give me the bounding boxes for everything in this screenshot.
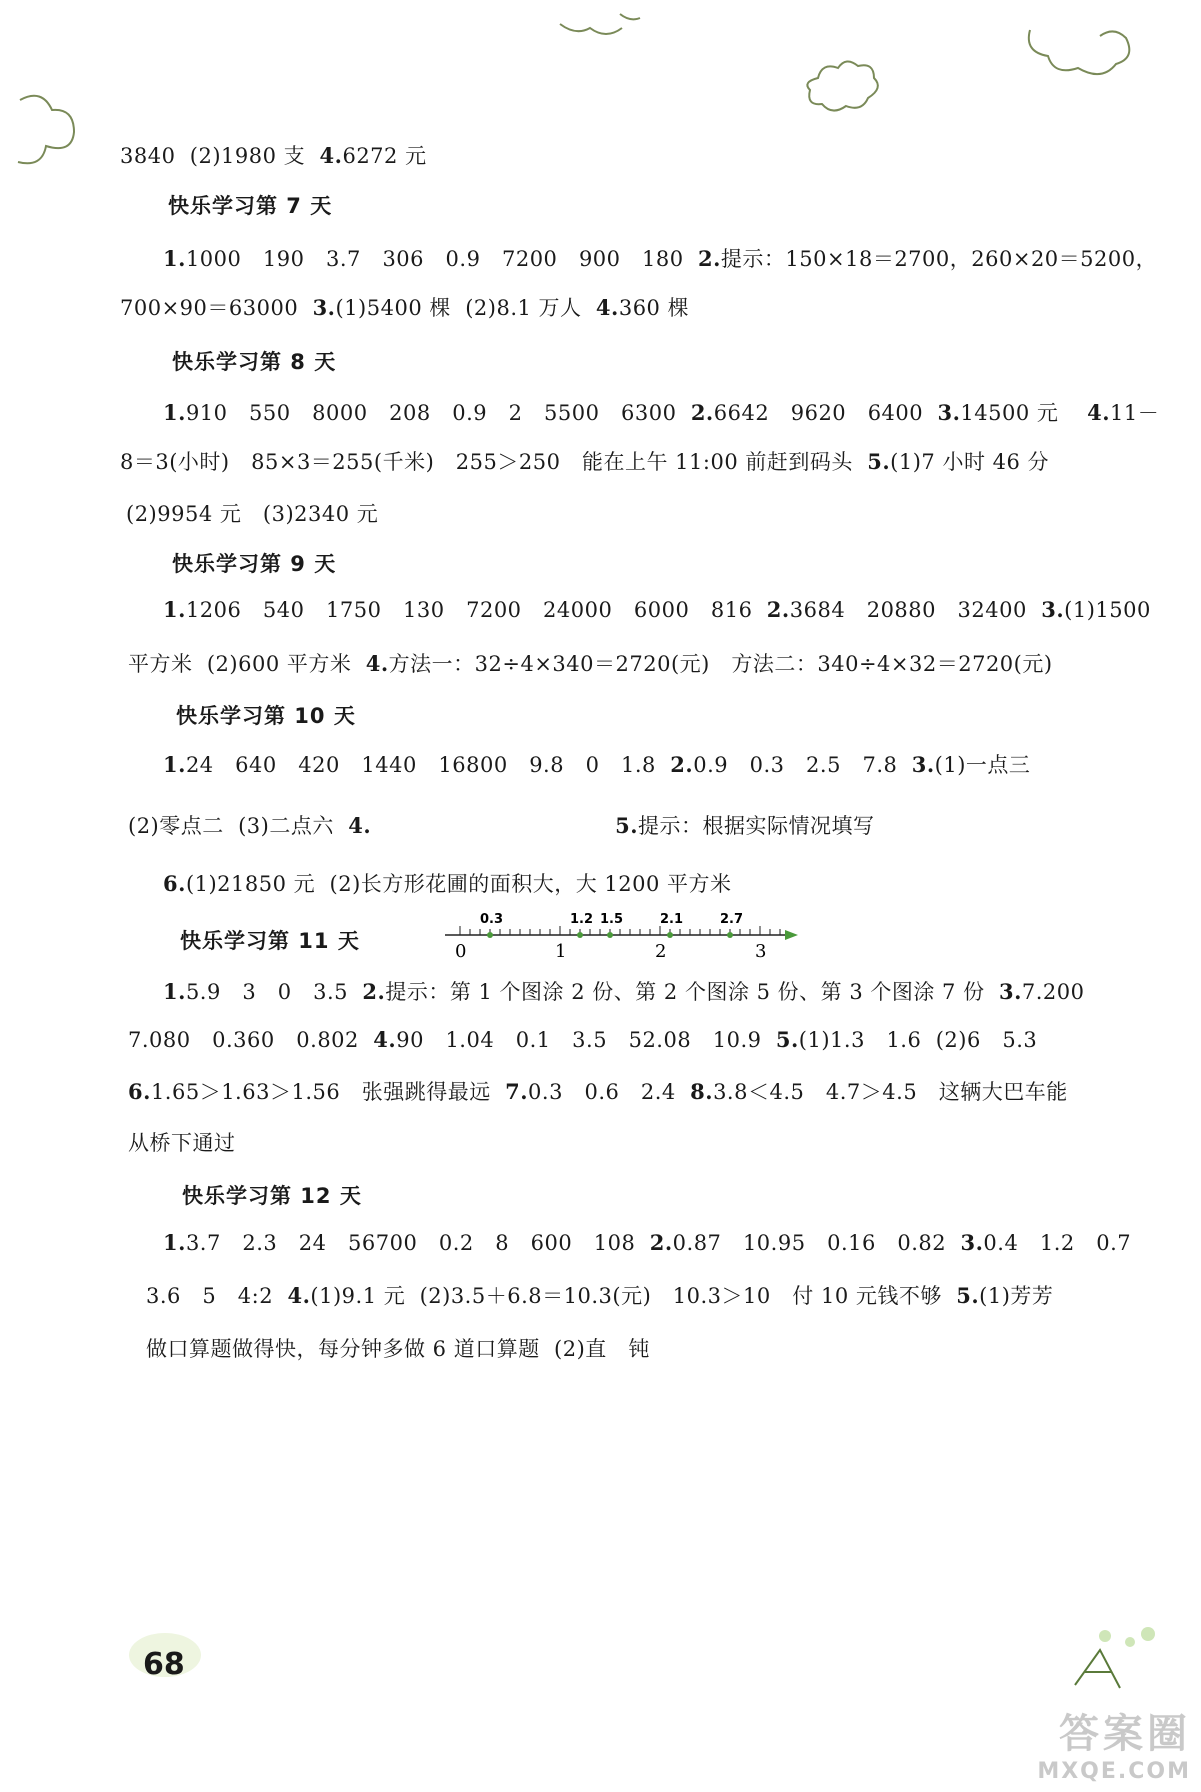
section-title: 快乐学习第 11 天 (180, 929, 360, 953)
watermark: 答案圈 MXQE.COM (1037, 1711, 1191, 1784)
answer-line: 1.24 640 420 1440 16800 9.8 0 1.8 2.0.9 0.3 2.5 7.8 3.(1)一点三 (163, 752, 1031, 777)
answer-line: 平方米 (2)600 平方米 4.方法一：32÷4×340＝2720(元) 方法二：340÷4×32＝2720(元) (128, 651, 1053, 676)
point-mark (577, 932, 583, 938)
point-mark (607, 932, 613, 938)
footer-decoration (0, 1610, 1201, 1792)
answer-line: 7.080 0.360 0.802 4.90 1.04 0.1 3.5 52.08 10.9 5.(1)1.3 1.6 (2)6 5.3 (128, 1027, 1038, 1052)
answer-line: 8＝3(小时) 85×3＝255(千米) 255＞250 能在上午 11:00 前赶到码头 5.(1)7 小时 46 分 (120, 449, 1050, 474)
number-line (440, 908, 810, 968)
answer-line: 从桥下通过 (128, 1131, 236, 1155)
answer-line: 做口算题做得快，每分钟多做 6 道口算题 (2)直 钝 (146, 1337, 650, 1361)
point-label: 1.2 (570, 912, 594, 927)
point-label: 0.3 (480, 912, 504, 927)
answer-line: 6.(1)21850 元 (2)长方形花圃的面积大，大 1200 平方米 (163, 871, 732, 896)
cloud-decoration (0, 0, 1201, 220)
answer-line: 6.1.65＞1.63＞1.56 张强跳得最远 7.0.3 0.6 2.4 8.3.8＜4.5 4.7＞4.5 这辆大巴车能 (128, 1079, 1068, 1104)
tick-label: 3 (755, 941, 767, 962)
point-mark (667, 932, 673, 938)
page-number: 68 (143, 1647, 185, 1682)
tick-label: 2 (655, 941, 667, 962)
point-label: 1.5 (600, 912, 624, 927)
section-title: 快乐学习第 8 天 (172, 350, 337, 374)
answer-line: 1.910 550 8000 208 0.9 2 5500 6300 2.6642 9620 6400 3.14500 元 4.11－ (163, 400, 1160, 425)
section-title: 快乐学习第 12 天 (182, 1184, 362, 1208)
answer-line: 3.6 5 4:2 4.(1)9.1 元 (2)3.5＋6.8＝10.3(元) 10.3＞10 付 10 元钱不够 5.(1)芳芳 (146, 1283, 1054, 1308)
answer-line: 1.1000 190 3.7 306 0.9 7200 900 180 2.提示：150×18＝2700，260×20＝5200， (163, 246, 1158, 271)
tick-label: 1 (555, 941, 567, 962)
tick-label: 0 (455, 941, 467, 962)
answer-line: 1.1206 540 1750 130 7200 24000 6000 816 2.3684 20880 32400 3.(1)1500 (163, 597, 1151, 622)
section-title: 快乐学习第 10 天 (176, 704, 356, 728)
point-label: 2.1 (660, 912, 684, 927)
point-mark (487, 932, 493, 938)
arrow-icon (785, 930, 798, 940)
answer-line: 1.3.7 2.3 24 56700 0.2 8 600 108 2.0.87 10.95 0.16 0.82 3.0.4 1.2 0.7 (163, 1230, 1132, 1255)
answer-line: 1.5.9 3 0 3.5 2.提示：第 1 个图涂 2 份、第 2 个图涂 5 份、第 3 个图涂 7 份 3.7.200 (163, 979, 1085, 1004)
point-mark (727, 932, 733, 938)
section-title: 快乐学习第 9 天 (172, 552, 337, 576)
answer-line: 3840 (2)1980 支 4.6272 元 (120, 143, 427, 168)
answer-line: 700×90＝63000 3.(1)5400 棵 (2)8.1 万人 4.360 棵 (120, 295, 690, 320)
answer-line: (2)9954 元 (3)2340 元 (126, 502, 379, 526)
answer-line: (2)零点二 (3)二点六 4. 5.提示：根据实际情况填写 (128, 813, 875, 838)
point-label: 2.7 (720, 912, 744, 927)
section-title: 快乐学习第 7 天 (168, 194, 333, 218)
